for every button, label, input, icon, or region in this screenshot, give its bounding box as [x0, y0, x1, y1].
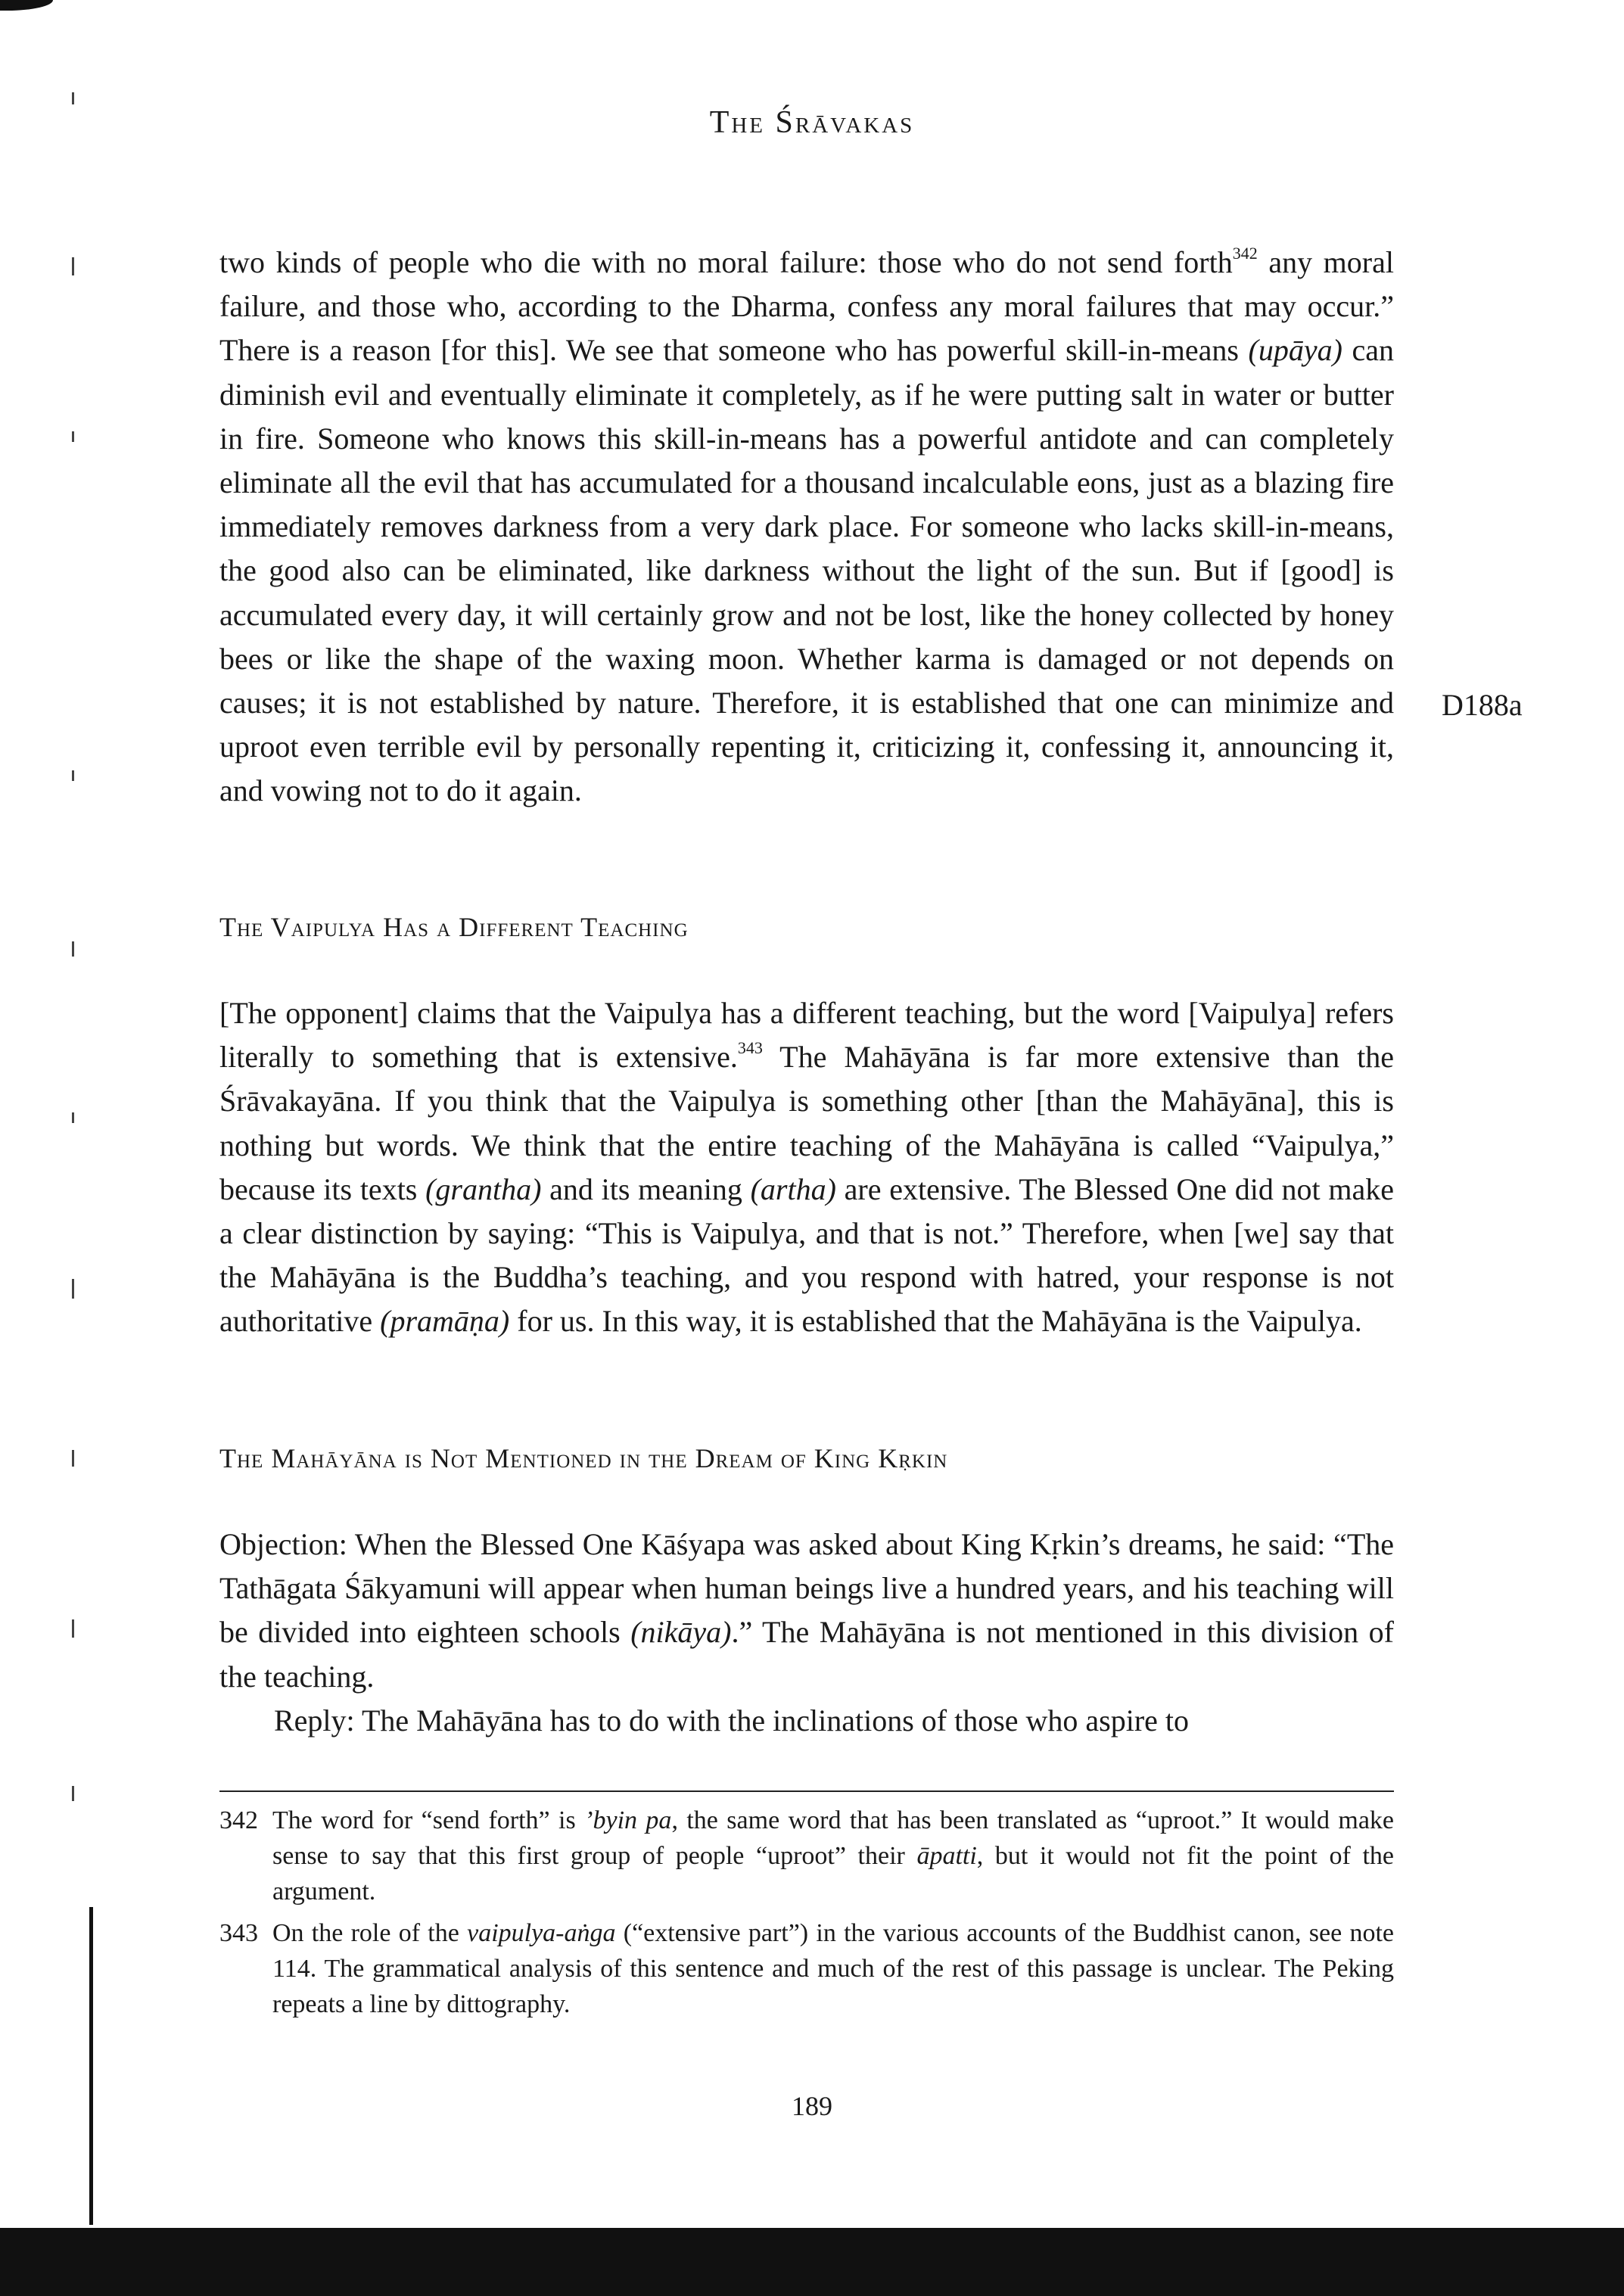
- footnote-number: 342: [219, 1806, 258, 1834]
- footnote-text: The word for “send forth” is ’byin pa, the same word that has been translated as “uproot.” It would make sense to say that this first group of people “uproot” their āpatti, but it would not fit the point of the argument.: [272, 1806, 1395, 1906]
- footnote: [219, 1915, 1394, 2022]
- footnote-number: 343: [219, 1919, 258, 1947]
- section-heading-vaipulya: The Vaipulya Has a Different Teaching: [219, 912, 689, 942]
- margin-tick: [72, 1619, 74, 1638]
- margin-tick: [72, 257, 74, 275]
- section-heading-krkin: The Mahāyāna is Not Mentioned in the Dream of King Kṛkin: [219, 1443, 948, 1473]
- footnotes: [219, 1803, 1394, 2028]
- section-1-body: [219, 241, 1394, 814]
- margin-tick: [72, 92, 74, 104]
- margin-tick: [72, 770, 74, 781]
- paragraph: two kinds of people who die with no moral failure: those who do not send forth$^{342}$ any moral failure, and those who, according to the Dharma, confess any moral failures that may occur.” There is a reason [for this]. We see that someone who has powerful skill-in-means (upāya) can diminish evil and eventually eliminate it completely, as if he were putting salt in water or butter in fire. Someone who knows this skill-in-means has a powerful antidote and can completely eliminate all the evil that has accumulated for a thousand incalculable eons, just as a blazing fire immediately removes darkness from a very dark place. For someone who lacks skill-in-means, the good also can be eliminated, like darkness without the light of the sun. But if [good] is accumulated every day, it will certainly grow and not be lost, like the honey collected by honey bees or like the shape of the waxing moon. Whether karma is damaged or not depends on causes; it is not established by nature. Therefore, it is established that one can minimize and uproot even terrible evil by personally repenting it, criticizing it, confessing it, announcing it, and vowing not to do it again.: [219, 244, 1395, 808]
- page-number: 189: [792, 2091, 832, 2121]
- footnote-text: On the role of the vaipulya-aṅga (“extensive part”) in the various accounts of the Buddhist canon, see note 114. The grammatical analysis of this sentence and much of the rest of this passage is unclear. The Peking repeats a line by dittography.: [272, 1919, 1395, 2018]
- running-head: The Śrāvakas: [709, 105, 915, 140]
- margin-tick: [72, 1786, 74, 1801]
- scan-corner-mark: [0, 0, 53, 11]
- margin-tick: [72, 1450, 74, 1467]
- footnote-divider: [219, 1790, 1394, 1792]
- paragraph: [The opponent] claims that the Vaipulya has a different teaching, but the word [Vaipulya] refers literally to something that is extensive.$^{343}$ The Mahāyāna is far more extensive than the Śrāvakayāna. If you think that the Vaipulya is something other [than the Mahāyāna], this is nothing but words. We think that the entire teaching of the Mahāyāna is called “Vaipulya,” because its texts (grantha) and its meaning (artha) are extensive. The Blessed One did not make a clear distinction by saying: “This is Vaipulya, and that is not.” Therefore, when [we] say that the Mahāyāna is the Buddha’s teaching, and you respond with hatred, your response is not authoritative (pramāṇa) for us. In this way, it is established that the Mahāyāna is the Vaipulya.: [219, 996, 1394, 1339]
- margin-tick: [72, 1279, 74, 1299]
- paragraph-reply: Reply: The Mahāyāna has to do with the inclinations of those who aspire to: [274, 1703, 1190, 1738]
- footnote-ref: 343: [737, 1038, 763, 1058]
- scan-left-binding-line: [89, 1907, 93, 2225]
- scan-bottom-band: [0, 2228, 1624, 2296]
- margin-reference: D188a: [1442, 688, 1523, 722]
- section-2-body: [219, 991, 1394, 1344]
- footnote-ref: 342: [1232, 244, 1258, 263]
- margin-tick: [72, 1112, 74, 1123]
- margin-tick: [72, 431, 74, 442]
- margin-tick: [72, 941, 74, 957]
- footnote: [219, 1803, 1394, 1909]
- section-3-body: [219, 1523, 1394, 1743]
- paragraph: Objection: When the Blessed One Kāśyapa was asked about King Kṛkin’s dreams, he said: “The Tathāgata Śākyamuni will appear when human beings live a hundred years, and his teaching will be divided into eighteen schools (nikāya).” The Mahāyāna is not mentioned in this division of the teaching.: [219, 1527, 1394, 1694]
